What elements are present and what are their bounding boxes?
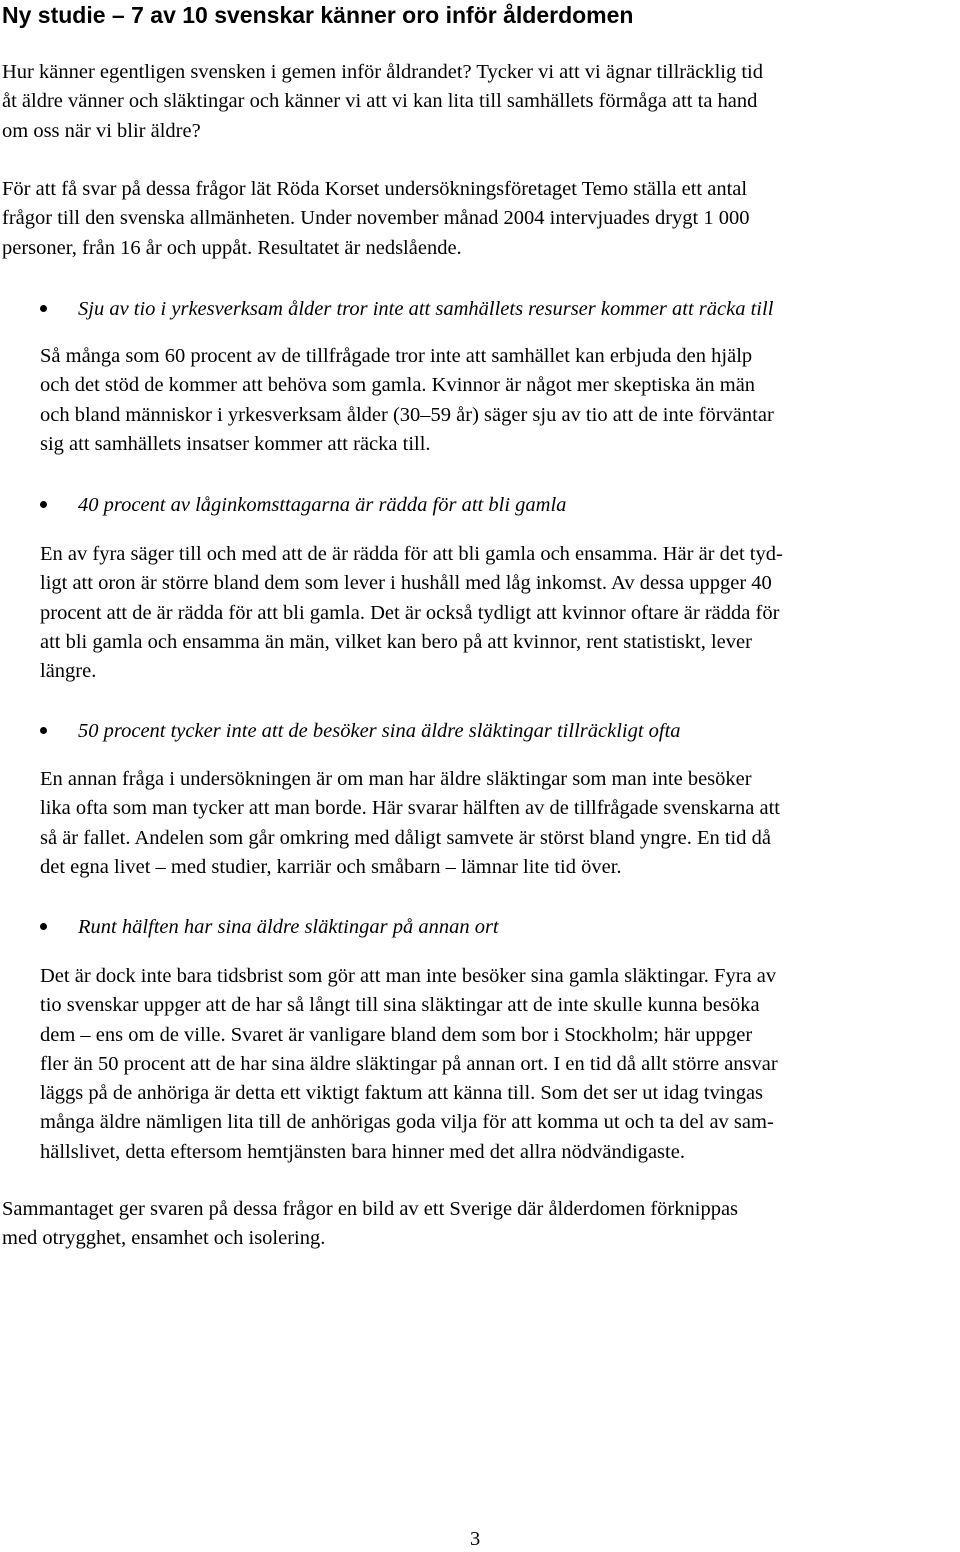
conclusion-paragraph xyxy=(2,1195,738,1254)
body-line: lika ofta som man tycker att man borde. Här svarar hälften av de tillfrågade svenskarna att xyxy=(40,797,780,820)
bullet-icon xyxy=(40,305,47,312)
bullet-icon xyxy=(40,501,47,508)
intro-paragraph xyxy=(2,58,763,146)
body-line: fler än 50 procent att de har sina äldre släktingar på annan ort. I en tid då allt större ansvar xyxy=(40,1052,778,1075)
section-body-3 xyxy=(40,765,780,882)
intro-line: Hur känner egentligen svensken i gemen inför åldrandet? Tycker vi att vi ägnar tillräcklig tid xyxy=(2,61,763,83)
body-line: ligt att oron är större bland dem som lever i hushåll med låg inkomst. Av dessa uppger 40 xyxy=(40,572,772,595)
body-line: längre. xyxy=(40,660,97,683)
bullet-icon xyxy=(40,923,47,930)
body-line: En av fyra säger till och med att de är rädda för att bli gamla och ensamma. Här är det tyd- xyxy=(40,543,783,565)
method-paragraph xyxy=(2,175,749,263)
body-line: dem – ens om de ville. Svaret är vanligare bland dem som bor i Stockholm; här uppger xyxy=(40,1023,753,1046)
body-line: så är fallet. Andelen som går omkring med dåligt samvete är störst bland yngre. En tid då xyxy=(40,826,771,849)
body-line: sig att samhällets insatser kommer att räcka till. xyxy=(40,432,431,455)
page-number: 3 xyxy=(470,1528,481,1550)
section-body-4 xyxy=(40,962,778,1167)
section-heading: Runt hälften har sina äldre släktingar på annan ort xyxy=(78,916,499,938)
method-line: personer, från 16 år och uppåt. Resultatet är nedslående. xyxy=(2,236,462,259)
method-line: frågor till den svenska allmänheten. Under november månad 2004 intervjuades drygt 1 000 xyxy=(2,207,750,230)
intro-line: åt äldre vänner och släktingar och känner vi att vi kan lita till samhällets förmåga att ta hand xyxy=(2,90,758,113)
body-line: det egna livet – med studier, karriär och småbarn – lämnar lite tid över. xyxy=(40,855,622,878)
body-line: och bland människor i yrkesverksam ålder (30–59 år) säger sju av tio att de inte förväntar xyxy=(40,403,774,426)
body-line: Så många som 60 procent av de tillfrågade tror inte att samhället kan erbjuda den hjälp xyxy=(40,345,753,367)
body-line: En annan fråga i undersökningen är om man har äldre släktingar som man inte besöker xyxy=(40,768,752,790)
page-title: Ny studie – 7 av 10 svenskar känner oro inför ålderdomen xyxy=(2,2,634,28)
section-heading: 50 procent tycker inte att de besöker sina äldre släktingar tillräckligt ofta xyxy=(78,720,681,742)
body-line: läggs på de anhöriga är detta ett viktigt faktum att känna till. Som det ser ut idag tvingas xyxy=(40,1082,764,1105)
intro-line: om oss när vi blir äldre? xyxy=(2,119,201,142)
section-body-2 xyxy=(40,540,783,686)
body-line: hällslivet, detta eftersom hemtjänsten bara hinner med det allra nödvändigaste. xyxy=(40,1140,685,1163)
conclusion-line: Sammantaget ger svaren på dessa frågor en bild av ett Sverige där ålderdomen förknippas xyxy=(2,1198,739,1220)
body-line: Det är dock inte bara tidsbrist som gör att man inte besöker sina gamla släktingar. Fyra av xyxy=(40,965,777,987)
section-body-1 xyxy=(40,342,774,459)
conclusion-line: med otrygghet, ensamhet och isolering. xyxy=(2,1227,326,1250)
body-line: många äldre nämligen lita till de anhörigas goda vilja för att komma ut och ta del av sam- xyxy=(40,1111,774,1134)
section-heading: Sju av tio i yrkesverksam ålder tror inte att samhällets resurser kommer att räcka till xyxy=(78,298,774,320)
body-line: procent att de är rädda för att bli gamla. Det är också tydligt att kvinnor oftare är rädda för xyxy=(40,601,780,624)
body-line: och det stöd de kommer att behöva som gamla. Kvinnor är något mer skeptiska än män xyxy=(40,374,756,397)
method-line: För att få svar på dessa frågor lät Röda Korset undersökningsföretaget Temo ställa ett antal xyxy=(2,178,748,200)
body-line: att bli gamla och ensamma än män, vilket kan bero på att kvinnor, rent statistiskt, lever xyxy=(40,630,752,653)
bullet-icon xyxy=(40,727,47,734)
body-line: tio svenskar uppger att de har så långt till sina släktingar att de inte skulle kunna besöka xyxy=(40,994,760,1017)
section-heading: 40 procent av låginkomsttagarna är rädda för att bli gamla xyxy=(78,494,567,516)
